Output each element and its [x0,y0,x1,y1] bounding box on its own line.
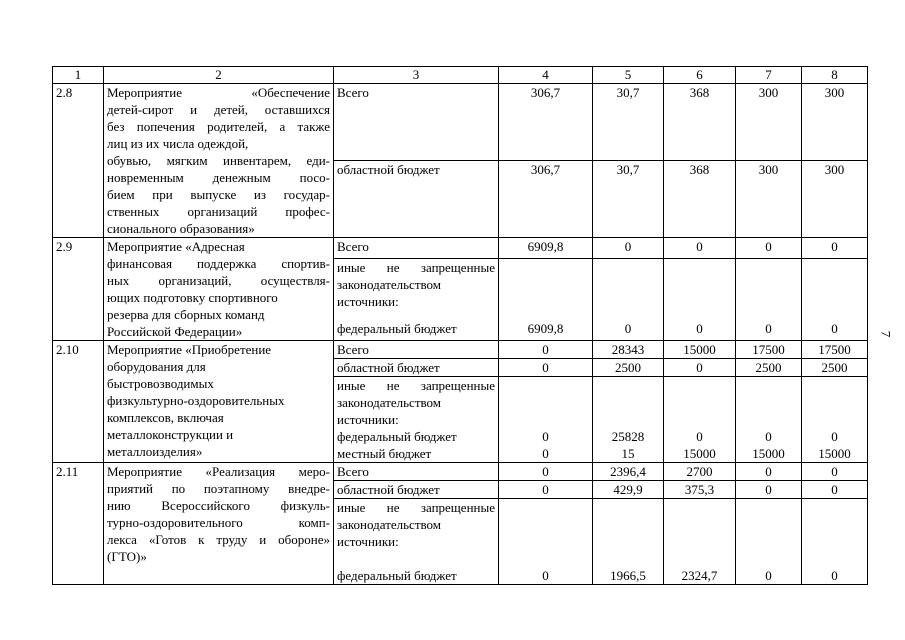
title-line: Мероприятие «Приобретение [107,342,272,357]
value-cell: 0 [664,238,736,259]
title-line: лекса «Готов к труду и обороне» [107,532,330,547]
value-cell: 30,7 [593,84,664,161]
title-line: новременным денежным посо- [107,170,330,185]
title-line: приятий по поэтапному внедре- [107,481,330,496]
source-label: местный бюджет [334,445,499,463]
title-line: бием при выпуске из государ- [107,187,330,202]
value-cell: 0 [499,341,593,359]
header-cell: 5 [593,67,664,84]
title-line: быстровозводимых [107,376,214,391]
budget-table [52,66,868,585]
value-cell: 0 [736,463,802,481]
value-cell: 2396,4 [593,463,664,481]
value-cell [802,499,868,568]
value-cell [664,259,736,320]
value-cell: 15000 [664,445,736,463]
value-cell: 17500 [736,341,802,359]
value-cell [664,499,736,568]
value-cell: 1966,5 [593,567,664,585]
value-cell [736,499,802,568]
source-label: Всего [334,238,499,259]
source-line: источники: [337,534,399,549]
value-cell: 0 [499,481,593,499]
value-cell: 0 [664,359,736,377]
value-cell [499,259,593,320]
source-line: иные не запрещенные [337,500,495,515]
title-line: комплексов, включая [107,410,224,425]
source-label: Всего [334,341,499,359]
source-line: источники: [337,294,399,310]
value-cell: 300 [736,84,802,161]
source-label: федеральный бюджет [334,567,499,585]
table-row [53,463,868,481]
value-cell: 0 [499,359,593,377]
title-line: ственных организаций профес- [107,204,330,219]
source-line: законодательством [337,517,442,532]
value-cell: 300 [802,161,868,238]
source-label: областной бюджет [334,161,499,238]
value-cell: 2700 [664,463,736,481]
source-line: законодательством [337,395,442,410]
value-cell [499,377,593,429]
title-line: оборудования для [107,359,206,374]
value-cell: 368 [664,161,736,238]
header-row [53,67,868,84]
value-cell: 0 [664,428,736,445]
title-line: Российской Федерации» [107,324,243,339]
value-cell: 0 [802,463,868,481]
value-cell: 6909,8 [499,320,593,341]
value-cell [736,377,802,429]
value-cell: 375,3 [664,481,736,499]
value-cell [802,377,868,429]
title-line: резерва для сборных команд [107,307,265,322]
value-cell [802,259,868,320]
value-cell: 0 [736,481,802,499]
title-line: турно-оздоровительного комп- [107,515,330,530]
value-cell: 0 [802,428,868,445]
value-cell: 0 [593,238,664,259]
row-number: 2.10 [53,341,104,463]
value-cell: 0 [593,320,664,341]
value-cell: 2324,7 [664,567,736,585]
row-number: 2.8 [53,84,104,238]
title-line: Мероприятие «Обеспечение [107,85,330,100]
value-cell [593,377,664,429]
title-line: Мероприятие «Адресная [107,239,245,254]
source-label: областной бюджет [334,359,499,377]
title-line: металлоизделия» [107,444,203,459]
title-line: обувью, мягким инвентарем, еди- [107,153,330,168]
header-cell: 7 [736,67,802,84]
source-label [334,499,499,568]
value-cell: 6909,8 [499,238,593,259]
row-title [104,238,334,341]
header-cell: 1 [53,67,104,84]
value-cell: 0 [802,567,868,585]
value-cell: 0 [736,428,802,445]
value-cell: 28343 [593,341,664,359]
value-cell [736,259,802,320]
source-label: областной бюджет [334,481,499,499]
value-cell: 0 [499,567,593,585]
value-cell: 15 [593,445,664,463]
row-title [104,84,334,238]
value-cell: 0 [802,320,868,341]
table-row [53,238,868,259]
value-cell: 0 [802,481,868,499]
source-line: иные не запрещенные [337,260,495,276]
value-cell: 368 [664,84,736,161]
value-cell: 429,9 [593,481,664,499]
title-line: без попечения родителей, а также [107,119,330,134]
value-cell: 0 [736,320,802,341]
header-cell: 6 [664,67,736,84]
source-label: Всего [334,463,499,481]
value-cell [499,499,593,568]
title-line: физкультурно-оздоровительных [107,393,285,408]
value-cell [593,259,664,320]
title-line: (ГТО)» [107,549,147,564]
value-cell: 0 [499,445,593,463]
value-cell: 0 [736,238,802,259]
value-cell [593,499,664,568]
value-cell: 0 [499,428,593,445]
table-row [53,84,868,161]
source-label [334,259,499,320]
value-cell: 2500 [802,359,868,377]
value-cell: 15000 [736,445,802,463]
table-row [53,341,868,359]
header-cell: 2 [104,67,334,84]
title-line: финансовая поддержка спортив- [107,256,330,271]
value-cell [664,377,736,429]
title-line: лиц из их числа одеждой, [107,136,249,151]
source-line: иные не запрещенные [337,378,495,393]
header-cell: 8 [802,67,868,84]
title-line: сионального образования» [107,221,255,236]
source-label [334,377,499,429]
source-line: законодательством [337,277,442,293]
value-cell: 17500 [802,341,868,359]
value-cell: 15000 [802,445,868,463]
source-label: федеральный бюджет [334,320,499,341]
value-cell: 0 [664,320,736,341]
row-number: 2.9 [53,238,104,341]
title-line: ных организаций, осуществля- [107,273,330,288]
value-cell: 0 [499,463,593,481]
value-cell: 30,7 [593,161,664,238]
source-label: Всего [334,84,499,161]
page-number: 7 [878,330,894,338]
value-cell: 15000 [664,341,736,359]
value-cell: 2500 [736,359,802,377]
row-title [104,341,334,463]
value-cell: 300 [802,84,868,161]
header-cell: 4 [499,67,593,84]
source-line: источники: [337,412,399,427]
title-line: нию Всероссийского физкуль- [107,498,330,513]
value-cell: 300 [736,161,802,238]
value-cell: 306,7 [499,161,593,238]
title-line: металлоконструкции и [107,427,234,442]
row-title [104,463,334,585]
source-label: федеральный бюджет [334,428,499,445]
value-cell: 306,7 [499,84,593,161]
title-line: Мероприятие «Реализация меро- [107,464,330,479]
value-cell: 25828 [593,428,664,445]
row-number: 2.11 [53,463,104,585]
header-cell: 3 [334,67,499,84]
value-cell: 2500 [593,359,664,377]
value-cell: 0 [802,238,868,259]
value-cell: 0 [736,567,802,585]
title-line: детей-сирот и детей, оставшихся [107,102,330,117]
title-line: ющих подготовку спортивного [107,290,278,305]
